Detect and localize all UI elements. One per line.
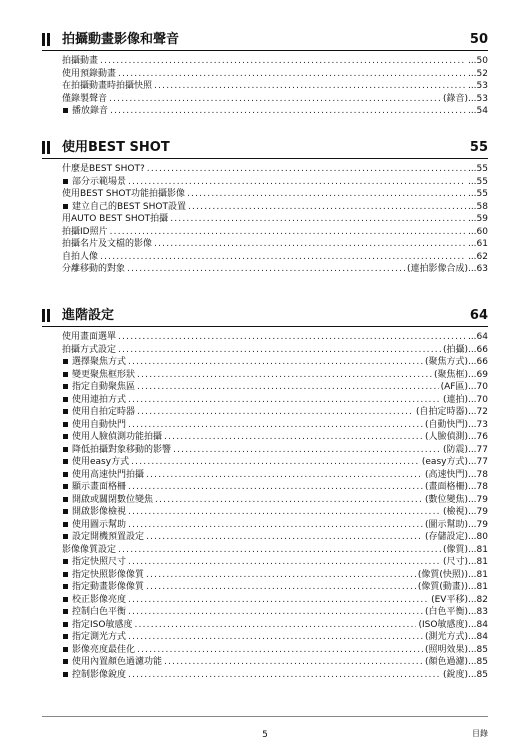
toc-entry-page: (顏色過濾)...85 [424,657,488,667]
section-bar-icon [42,141,54,154]
toc-entry-page: (測光方式)...84 [424,632,488,642]
toc-entry-text: 指定動畫影像像質 [62,581,144,594]
dot-leader [128,594,429,607]
toc-entry-text: 使用畫面選單 [62,332,117,342]
toc-entry-text: 使用BEST SHOT功能拍攝影像 [62,189,185,199]
toc-entry-text: 指定測光方式 [62,631,126,644]
toc-subentry[interactable] [62,369,488,382]
dot-leader [127,263,405,276]
dot-leader [100,251,466,264]
toc-entry-text: 開啟影像檢視 [62,506,126,519]
section-3 [42,306,488,681]
toc-entry-text: 自拍人像 [62,251,99,262]
dot-leader [154,80,466,93]
toc-entry-text: 控制白色平衡 [62,606,126,619]
toc-subentry[interactable] [62,456,488,469]
toc-entry-text: 在拍攝動畫時拍攝快照 [62,81,153,91]
toc-entry-page: (高速快門)...78 [424,469,488,480]
toc-entry-text: 控制影像銳度 [62,669,126,682]
toc-subentry[interactable] [62,481,488,494]
toc-entry-page: (連拍)...70 [442,394,488,405]
toc-entry-page: (存儲設定)...80 [424,532,488,542]
footer-toc-label[interactable]: 目錄 [472,729,488,738]
toc-subentry[interactable] [62,581,488,594]
dot-leader [137,406,414,419]
toc-entry-text: 什麼是BEST SHOT? [62,164,145,174]
toc-entry-text: 拍攝動畫 [62,56,99,66]
section-page-number[interactable]: 50 [469,32,488,47]
toc-entry-page: (自動快門)...73 [424,419,488,430]
toc-entry-text: 使用圖示幫助 [62,519,126,532]
dot-leader [128,481,423,494]
toc-entry-text: 影像像質設定 [62,544,117,555]
toc-entry-text: 選擇聚焦方式 [62,356,126,369]
toc-entry-text: 校正影像亮度 [62,594,126,607]
dot-leader [110,105,466,118]
toc-entry-page: (聚焦方式)...66 [424,357,488,367]
section-page-number[interactable]: 55 [469,140,488,155]
toc-entry-page: (自拍定時器)...72 [415,407,488,417]
toc-entries [62,163,488,276]
toc-entry-page: (銳度)...85 [442,669,488,680]
dot-leader [154,238,466,251]
toc-subentry[interactable] [62,644,488,657]
section-title[interactable]: 使用BEST SHOT [62,140,170,155]
toc-subentry[interactable] [62,556,488,569]
toc-subentry[interactable] [62,201,488,214]
toc-entry[interactable] [62,344,488,357]
toc-entry-page: (ISO敏感度)...84 [418,619,488,630]
dot-leader [128,606,423,619]
toc-entry-page: ...60 [467,226,488,237]
toc-entry[interactable] [62,68,488,81]
toc-entry-page: ...54 [467,106,488,116]
toc-entry-text: 開啟或關閉數位變焦 [62,494,153,507]
toc-subentry[interactable] [62,506,488,519]
toc-entry-text: 顯示畫面格柵 [62,481,126,494]
dot-leader [134,619,416,632]
dot-leader [155,494,423,507]
section-header [42,306,488,327]
toc-entry-page: ...52 [467,68,488,79]
toc-entry-text: 用AUTO BEST SHOT拍攝 [62,214,169,224]
toc-entry-page: (像質(動畫))...81 [417,582,488,592]
toc-entry-page: (畫面格柵)...78 [424,482,488,492]
toc-entry-page: (像質(快照))...81 [417,569,488,580]
toc-entry-page: (數位變焦)...79 [424,494,488,505]
toc-entry[interactable] [62,93,488,106]
toc-subentry[interactable] [62,569,488,582]
toc-subentry[interactable] [62,469,488,482]
toc-entry-page: ...55 [467,189,488,199]
dot-leader [128,669,441,682]
toc-entry-text: 使用自動快門 [62,419,126,432]
toc-subentry[interactable] [62,606,488,619]
toc-entry-text: 指定ISO敏感度 [62,619,132,632]
dot-leader [131,456,420,469]
dot-leader [118,544,441,557]
toc-subentry[interactable] [62,419,488,432]
toc-subentry[interactable] [62,619,488,632]
toc-entry[interactable] [62,163,488,176]
toc-entry[interactable] [62,188,488,201]
dot-leader [173,444,441,457]
toc-entry[interactable] [62,251,488,264]
toc-entry-text: 拍攝ID照片 [62,226,108,237]
toc-entry-page: (錄音)...53 [442,93,488,104]
toc-entry-page: (拍攝)...66 [442,344,488,355]
dot-leader [164,431,423,444]
toc-entry[interactable] [62,80,488,93]
toc-entry-page: (白色平衡)...83 [424,607,488,617]
section-header [42,138,488,159]
toc-subentry[interactable] [62,105,488,118]
toc-entry-page: (照明效果)...85 [424,644,488,655]
toc-entry[interactable] [62,263,488,276]
toc-entry-page: (圖示幫助)...79 [424,519,488,530]
toc-entry-page: (檢視)...79 [442,507,488,517]
dot-leader [188,201,466,214]
toc-entry-text: 降低拍攝對象移動的影響 [62,444,171,457]
toc-entry-text: 僅錄製聲音 [62,93,108,104]
toc-entry-page: ...61 [467,239,488,249]
dot-leader [128,394,441,407]
toc-subentry[interactable] [62,494,488,507]
dot-leader [137,381,439,394]
toc-entry-page: (人臉偵測)...76 [424,432,488,442]
toc-subentry[interactable] [62,444,488,457]
toc-entry-page: (像質)...81 [442,544,488,555]
toc-entry-page: ...53 [467,81,488,91]
dot-leader [118,344,441,357]
toc-subentry[interactable] [62,656,488,669]
dot-leader [118,68,466,81]
section-2 [42,138,488,276]
toc-entry-text: 部分示範場景 [62,176,126,189]
toc-subentry[interactable] [62,176,488,189]
dot-leader [164,656,423,669]
dot-leader [137,644,423,657]
toc-entry-text: 使用easy方式 [62,456,129,469]
toc-entry-page: ...55 [467,164,488,174]
dot-leader [100,55,466,68]
toc-entry[interactable] [62,544,488,557]
toc-entry-text: 設定開機預置設定 [62,531,144,544]
toc-entry[interactable] [62,55,488,68]
dot-leader [128,631,423,644]
dot-leader [146,581,416,594]
section-1 [42,30,488,118]
toc-entry-page: (EV平移)...82 [431,594,488,605]
toc-entry[interactable] [62,213,488,226]
dot-leader [128,176,466,189]
dot-leader [146,531,423,544]
section-bar-icon [42,33,54,46]
dot-leader [128,419,423,432]
toc-entry-text: 拍攝方式設定 [62,344,117,355]
toc-entry-text: 指定自動聚焦區 [62,381,135,394]
dot-leader [137,369,432,382]
toc-entry-text: 分離移動的對象 [62,264,126,274]
dot-leader [128,556,441,569]
toc-entry[interactable] [62,226,488,239]
section-page-number[interactable]: 64 [469,308,488,323]
section-header [42,30,488,51]
toc-entry-page: (聚焦框)...69 [433,369,488,380]
toc-subentry[interactable] [62,519,488,532]
toc-subentry[interactable] [62,594,488,607]
toc-entry-text: 使用預錄動畫 [62,68,117,79]
toc-entry-page: ...62 [467,251,488,262]
toc-entry-page: (連拍影像合成)...63 [406,264,488,274]
toc-subentry[interactable] [62,669,488,682]
toc-subentry[interactable] [62,631,488,644]
toc-entries [62,55,488,118]
footer-divider [42,716,488,717]
toc-entry-page: ...59 [467,214,488,224]
dot-leader [187,188,466,201]
toc-entry-text: 建立自己的BEST SHOT設置 [62,201,186,214]
toc-entry-text: 指定快照影像像質 [62,569,144,582]
toc-entry-text: 指定快照尺寸 [62,556,126,569]
toc-entry-page: (尺寸)...81 [442,557,488,567]
toc-entry-text: 使用內置顏色過濾功能 [62,656,162,669]
toc-entry-page: ...58 [467,201,488,212]
toc-subentry[interactable] [62,531,488,544]
toc-entry-page: (AF區)...70 [440,382,488,392]
toc-entry-page: ...55 [467,176,488,187]
dot-leader [110,226,466,239]
toc-entry-page: ...50 [467,56,488,66]
toc-entry-text: 使用人臉偵測功能拍攝 [62,431,162,444]
toc-subentry[interactable] [62,406,488,419]
toc-entry-text: 拍攝名片及文檔的影像 [62,239,153,249]
toc-subentry[interactable] [62,356,488,369]
dot-leader [147,163,466,176]
footer-page-number: 5 [262,730,268,740]
dot-leader [128,506,441,519]
toc-entry-text: 使用連拍方式 [62,394,126,407]
toc-entry-page: (easy方式)...77 [421,457,488,467]
dot-leader [109,93,441,106]
section-title[interactable]: 拍攝動畫影像和聲音 [62,32,180,47]
toc-subentry[interactable] [62,431,488,444]
dot-leader [170,213,466,226]
toc-entry-page: ...64 [467,332,488,342]
dot-leader [128,519,423,532]
dot-leader [146,469,423,482]
toc-entry-text: 使用自拍定時器 [62,406,135,419]
toc-entry[interactable] [62,238,488,251]
section-bar-icon [42,309,54,322]
toc-entries [62,331,488,681]
dot-leader [146,569,416,582]
toc-subentry[interactable] [62,394,488,407]
toc-entry-text: 影像亮度最佳化 [62,644,135,657]
toc-entry[interactable] [62,331,488,344]
toc-entry-text: 播放錄音 [62,105,108,118]
toc-entry-text: 變更聚焦框形狀 [62,369,135,382]
toc-entry-text: 使用高速快門拍攝 [62,469,144,482]
toc-subentry[interactable] [62,381,488,394]
toc-entry-page: (防震)...77 [442,444,488,455]
section-title[interactable]: 進階設定 [62,308,115,323]
dot-leader [118,331,466,344]
dot-leader [128,356,423,369]
